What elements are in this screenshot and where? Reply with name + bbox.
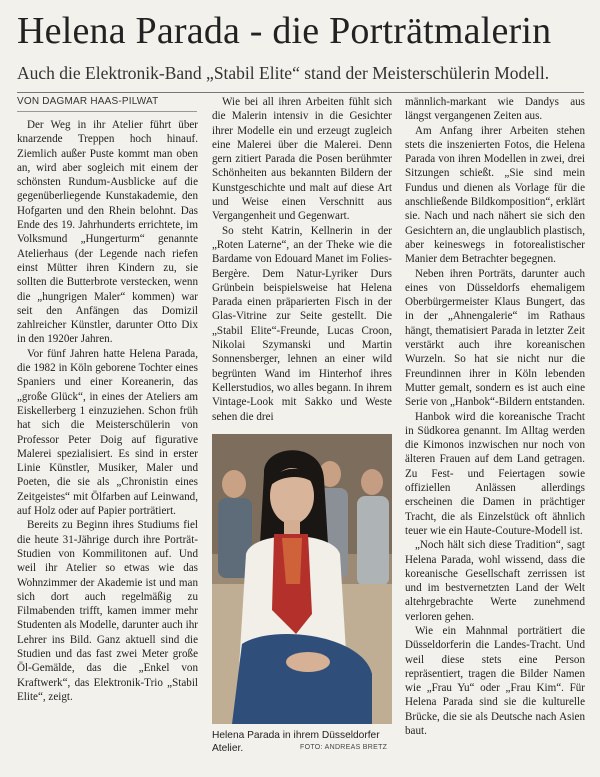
header-rule — [17, 92, 584, 93]
article-title: Helena Parada - die Porträtmalerin — [17, 10, 552, 52]
paragraph: So steht Katrin, Kellnerin in der „Roten Laterne“, an der Theke wie die Bardame von Edouard Manet im Folies-Bergère. Dem Natur-Lyriker Durs Grünbein beispielsweise hat Helena Parada einen präparierten Fisch in der Glas-Vitrine zur Seite gestellt. Die „Stabil Elite“-Freunde, Lucas Croon, Nikolai Szymanski und Martin Sonnensberger, lehnen an einer wild begrünten Wand im Hinterhof ihres Kellerstudios, wo alles begann. In ihrem Vintage-Look mit Sakko und Weste sehen die drei — [212, 224, 392, 423]
column-3 — [405, 95, 585, 738]
article-subtitle: Auch die Elektronik-Band „Stabil Elite“ stand der Meisterschülerin Modell. — [17, 63, 550, 83]
byline-rule — [17, 111, 197, 112]
paragraph: Vor fünf Jahren hatte Helena Parada, die 1982 in Köln geborene Tochter eines Spaniers und einer Koreanerin, das „große Glück“, in eines der Ateliers am Eiskellerberg 1 einzuziehen. Schon früh hat sich die Meisterschülerin von Professor Peter Doig auf figurative Malerei spezialisiert. Es sind in erster Linie Künstler, Musiker, Maler und Poeten, die sie als „Chronistin eines Zeitgeistes“ mit Ölfarben auf Leinwand, auf Holz oder auf Papier porträtiert. — [17, 347, 198, 518]
artist-photo — [212, 434, 392, 724]
paragraph: Wie ein Mahnmal porträtiert die Düsseldorferin die Landes-Tracht. Und weil diese stets eine Person repräsentiert, tragen die Bilder Namen wie „Frau Yu“ oder „Frau Kim“. Für Helena Parada sind sie die kulturelle Brücke, die sie als Deutsche nach Asien baut. — [405, 624, 585, 738]
paragraph: Der Weg in ihr Atelier führt über knarzende Treppen hoch hinauf. Ziemlich außer Puste kommt man oben an, wird aber sogleich mit einem der schönsten Rundum-Ausblicke auf die gegenüberliegende Kunstakademie, den Hofgarten und den Rhein belohnt. Das Ende des 19. Jahrhunderts errichtete, im Volksmund „Hungerturm“ genannte Atelierhaus (der Legende nach riefen einst Mütter ihren Kindern zu, sie sollten die Butterbrote verstecken, wenn die „hungrigen Maler“ kommen) war seit den Anfängen das Domizil zahlreicher Künstler, darunter Otto Dix in den 1920er Jahren. — [17, 119, 198, 346]
column-2 — [212, 95, 392, 424]
photo-credit: FOTO: ANDREAS BRETZ — [300, 744, 388, 751]
paragraph: Bereits zu Beginn ihres Studiums fiel die heute 31-Jährige durch ihre Porträt-Studien von Kommilitonen auf. Und weil ihr Atelier so etwas wie das Wohnzimmer der Akademie ist und man sich dort auch regelmäßig zu Filmabenden trifft, kamen immer mehr Studenten als Modelle, darunter auch ihr Lehrer ins Bild. Ganz aktuell sind die Studien und das fast zwei Meter große Öl-Gemälde, das die „Enkel von Kraftwerk“, das Elektronik-Trio „Stabil Elite“, zeigt. — [17, 519, 198, 703]
paragraph: Neben ihren Porträts, darunter auch eines von Düsseldorfs ehemaligem Oberbürgermeister Klaus Bungert, das in der „Ahnengalerie“ im Rathaus hängt, thematisiert Parada in letzter Zeit verstärkt auch ihre koreanischen Wurzeln. So hat sie nicht nur die Freundinnen ihrer in Köln lebenden Mutter gemalt, sondern es ist auch eine Serie von „Hanbok“-Bildern entstanden. — [405, 267, 585, 409]
byline: VON DAGMAR HAAS-PILWAT — [17, 96, 159, 107]
paragraph: Wie bei all ihren Arbeiten fühlt sich die Malerin intensiv in die Gesichter ihrer Modelle ein und erzeugt zugleich eine Malerei über die Malerei. Denn gern zitiert Parada die Posen berühmter Schönheiten aus bekannten Bildern der Kunstgeschichte und malt auf diese Art und Weise einen Verschnitt aus Vergangenheit und Gegenwart. — [212, 96, 392, 223]
paragraph: Am Anfang ihrer Arbeiten stehen stets die inszenierten Fotos, die Helena Parada von ihren Modellen in zwei, drei Sitzungen schießt. „Sie sind mein Fundus und dienen als Vorlage für die anschließende Bildkomposition“, erklärt sie. Nach und nach nähert sie sich den Gesichtern an, die unglaublich plastisch, aber keineswegs in fotorealistischer Manier dem Betrachter begegnen. — [405, 124, 585, 266]
photo-caption: Helena Parada in ihrem Düsseldorfer Atelier. — [212, 730, 380, 754]
paragraph: männlich-markant wie Dandys aus längst vergangenen Zeiten aus. — [405, 96, 585, 123]
paragraph: Hanbok wird die koreanische Tracht in Südkorea genannt. Im Alltag werden die Kimonos inzwischen nur noch von älteren Frauen auf dem Land getragen. Zu Fest- und Feiertagen sowie offiziellen Anlässen allerdings erscheinen die Damen in prächtiger Tracht, die als Einzelstück oft ähnlich teuer wie ein Haute-Couture-Modell ist. — [405, 410, 585, 537]
paragraph: „Noch hält sich diese Tradition“, sagt Helena Parada, wohl wissend, dass die koreanische Gesellschaft zerrissen ist und im bestvernetzten Land der Welt altehrgebrachte Werte zunehmend verloren gehen. — [405, 539, 585, 623]
column-1 — [17, 118, 198, 704]
